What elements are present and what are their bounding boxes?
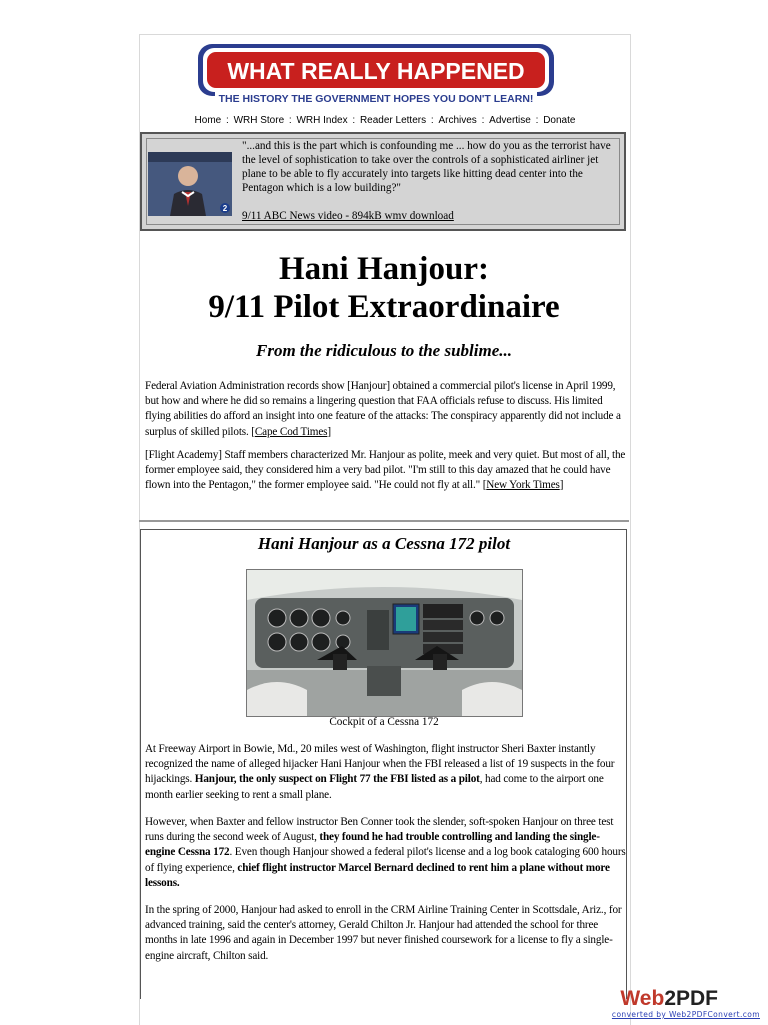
divider bbox=[139, 520, 629, 522]
nav-separator: : bbox=[428, 115, 437, 126]
baxter-text-a: However, when Baxter and fellow instructor Ben Conner took the slender, soft-spoken Hanjour on three test runs during the second week of August, bbox=[145, 816, 614, 844]
paragraph-crm-airline: In the spring of 2000, Hanjour had asked to enroll in the CRM Airline Training Center in Scottsdale, Ariz., for advanced training, said the center's attorney, Gerald Chilton Jr. Hanjour had attended the school for three months in late 1996 and again in December 1997 but never finished coursework for a license to fly a single-engine aircraft, Chilton said. bbox=[145, 904, 622, 962]
news-anchor-image bbox=[148, 152, 232, 216]
freeway-text-bold: Hanjour, the only suspect on Flight 77 the FBI listed as a pilot bbox=[194, 773, 480, 786]
baxter-text-bold-1: they found he had trouble controlling and landing the single-engine Cessna 172 bbox=[145, 831, 600, 859]
logo-title: WHAT REALLY HAPPENED bbox=[227, 58, 525, 84]
video-thumbnail[interactable] bbox=[148, 152, 232, 216]
web2pdf-logo bbox=[593, 988, 768, 1010]
freeway-text-c: , had come to the airport one month earlier seeking to rent a small plane. bbox=[145, 773, 604, 801]
web2pdf-converted-link[interactable]: converted by Web2PDFConvert.com bbox=[611, 1010, 760, 1019]
nav-link-home[interactable]: Home bbox=[194, 115, 222, 126]
web2pdf-watermark[interactable] bbox=[593, 988, 768, 1024]
paragraph-faa-text: Federal Aviation Administration records show [Hanjour] obtained a commercial pilot's license in April 1999, but how and where he did so remains a lingering question that FAA officials refuse to discuss. His limited flying abilities do afford an insight into one feature of the attacks: The conspiracy apparently did not include a surplus of skilled pilots. [ bbox=[145, 380, 621, 438]
nav-separator: : bbox=[223, 115, 232, 126]
paragraph-faa bbox=[145, 379, 627, 440]
abc-video-link[interactable]: 9/11 ABC News video - 894kB wmv download bbox=[242, 210, 454, 222]
nav-link-reader-letters[interactable]: Reader Letters bbox=[359, 115, 427, 126]
logo-graphic bbox=[195, 42, 557, 108]
nav-link-wrh-store[interactable]: WRH Store bbox=[233, 115, 285, 126]
nav-separator: : bbox=[286, 115, 295, 126]
title-line-1: Hani Hanjour: bbox=[279, 251, 489, 287]
paragraph-faa-end: ] bbox=[327, 425, 331, 438]
nav-separator: : bbox=[532, 115, 542, 126]
nav-link-archives[interactable]: Archives bbox=[438, 115, 477, 126]
web2pdf-2pdf: 2PDF bbox=[664, 987, 718, 1010]
paragraph-freeway-airport bbox=[145, 742, 627, 803]
quote-box bbox=[140, 132, 626, 231]
paragraph-flight-academy bbox=[145, 448, 627, 494]
logo-tagline: THE HISTORY THE GOVERNMENT HOPES YOU DON'T LEARN! bbox=[218, 93, 534, 105]
image-caption: Cockpit of a Cessna 172 bbox=[329, 716, 439, 728]
paragraph-flight-academy-text: [Flight Academy] Staff members characterized Mr. Hanjour as polite, meek and very quiet. But most of all, the former employee said, they considered him a very bad pilot. "I'm still to this day amazed that he could have flown into the Pentagon," the former employee said. "He could not fly at all." [ bbox=[145, 449, 626, 492]
web2pdf-web: Web bbox=[620, 987, 665, 1010]
nav-link-advertise[interactable]: Advertise bbox=[489, 115, 531, 126]
paragraph-flight-academy-end: ] bbox=[559, 479, 564, 492]
channel-badge: 2 bbox=[222, 204, 228, 213]
quote-text: "...and this is the part which is confounding me ... how do you as the terrorist have the level of sophistication to take over the controls of a sophisticated airliner jet plane to be able to fly accurately into targets like hitting dead center into the Pentagon which is a low building?" bbox=[242, 140, 611, 194]
baxter-text-bold-2: chief flight instructor Marcel Bernard declined to rent him a plane without more lessons. bbox=[145, 861, 610, 889]
top-nav bbox=[139, 115, 631, 126]
cockpit-graphic bbox=[247, 570, 522, 716]
baxter-text-c: . Even though Hanjour showed a federal pilot's license and a log book cataloging 600 hours of flying experience, bbox=[145, 846, 626, 874]
paragraph-baxter-conner bbox=[145, 815, 627, 891]
cape-cod-times-link[interactable]: Cape Cod Times bbox=[254, 425, 328, 438]
cessna-cockpit-image bbox=[246, 569, 523, 717]
freeway-text-a: At Freeway Airport in Bowie, Md., 20 miles west of Washington, flight instructor Sheri Baxter instantly recognized the name of alleged hijacker Hani Hanjour when the FBI released a list of 19 suspects in the four hijackings. bbox=[145, 743, 615, 786]
page-title bbox=[139, 250, 629, 326]
site-logo[interactable] bbox=[195, 42, 557, 108]
new-york-times-link[interactable]: New York Times bbox=[486, 479, 560, 492]
page-subtitle: From the ridiculous to the sublime... bbox=[256, 341, 512, 360]
nav-link-wrh-index[interactable]: WRH Index bbox=[296, 115, 348, 126]
nav-link-donate[interactable]: Donate bbox=[543, 115, 576, 126]
section-title: Hani Hanjour as a Cessna 172 pilot bbox=[257, 534, 511, 553]
title-line-2: 9/11 Pilot Extraordinaire bbox=[208, 289, 560, 325]
nav-separator: : bbox=[349, 115, 358, 126]
nav-separator: : bbox=[478, 115, 488, 126]
